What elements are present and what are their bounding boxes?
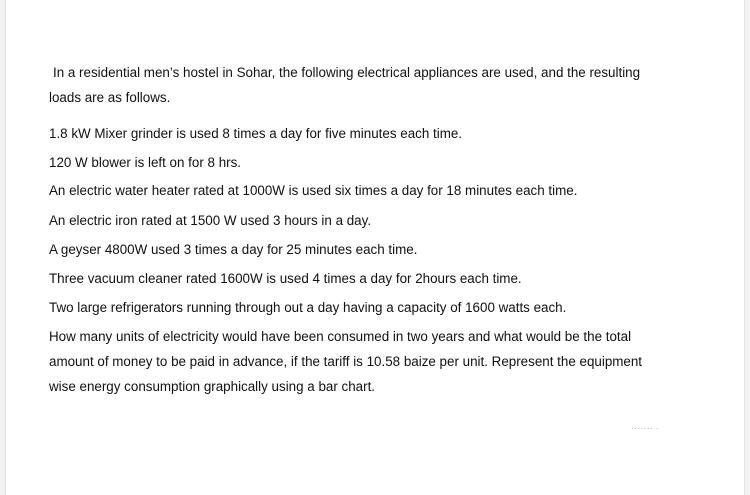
appliance-item-electric-iron: An electric iron rated at 1500 W used 3 hours in a day.: [49, 213, 372, 228]
question-line-2: amount of money to be paid in advance, if the tariff is 10.58 baize per unit. Represent the equipment: [49, 354, 643, 369]
appliance-item-geyser: A geyser 4800W used 3 times a day for 25 minutes each time.: [49, 242, 418, 257]
appliance-item-refrigerators: Two large refrigerators running through out a day having a capacity of 1600 watts each.: [49, 300, 567, 315]
intro-line-2: loads are as follows.: [49, 90, 171, 105]
faint-dots-mark: ······· ·: [631, 424, 660, 433]
appliance-item-vacuum-cleaner: Three vacuum cleaner rated 1600W is used 4 times a day for 2hours each time.: [49, 271, 522, 286]
question-line-1: How many units of electricity would have been consumed in two years and what would be the total: [49, 329, 632, 344]
intro-line-1: In a residential men’s hostel in Sohar, the following electrical appliances are used, and the resulting: [53, 65, 641, 80]
appliance-item-blower: 120 W blower is left on for 8 hrs.: [49, 155, 242, 170]
appliance-item-water-heater: An electric water heater rated at 1000W is used six times a day for 18 minutes each time.: [49, 183, 578, 198]
question-line-3: wise energy consumption graphically using a bar chart.: [49, 379, 376, 394]
appliance-item-mixer-grinder: 1.8 kW Mixer grinder is used 8 times a day for five minutes each time.: [49, 126, 463, 141]
document-page: [5, 0, 745, 495]
